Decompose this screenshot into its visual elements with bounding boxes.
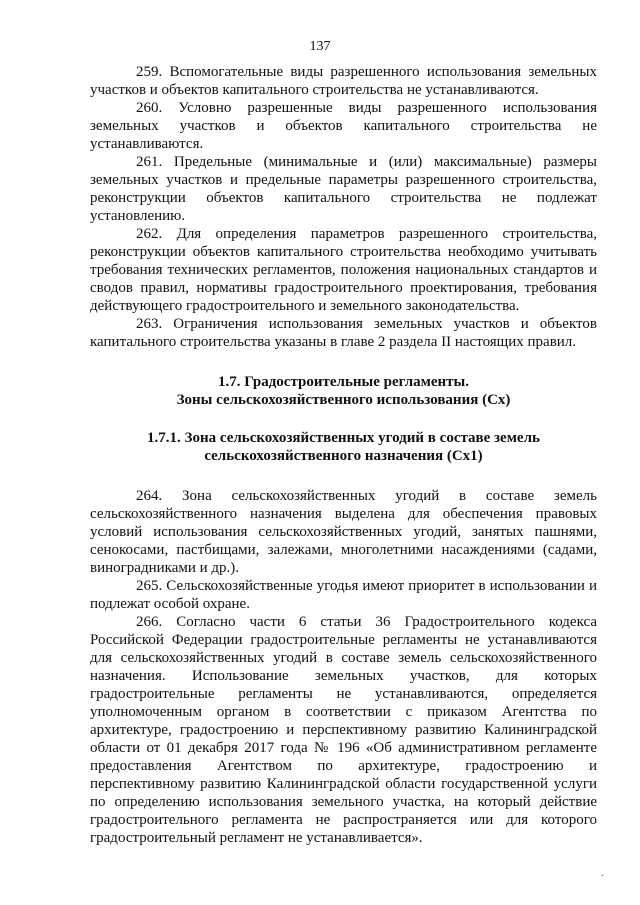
paragraph-259: 259. Вспомогательные виды разрешенного использования земельных участков и объектов капитального строительства не устанавливаются.	[90, 64, 597, 98]
paragraph-260: 260. Условно разрешенные виды разрешенного использования земельных участков и объектов капитального строительства не устанавливаются.	[90, 100, 597, 152]
paragraph-263: 263. Ограничения использования земельных участков и объектов капитального строительства указаны в главе 2 раздела II настоящих правил.	[90, 316, 597, 350]
page-number: 137	[309, 39, 331, 54]
section-heading	[90, 373, 597, 409]
subsection-heading	[90, 429, 597, 465]
section-heading-line-2: Зоны сельскохозяйственного использования (Сх)	[176, 392, 511, 408]
paragraph-266: 266. Согласно части 6 статьи 36 Градостроительного кодекса Российской Федерации градостроительные регламенты не устанавливаются для сельскохозяйственных угодий в составе земель сельскохозяйственного назначения. Использование земельных участков, для которых градостроительные регламенты не устанавливаются, определяется уполномоченным органом в соответствии с приказом Агентства по архитектуре, градостроению и перспективному развитию Калининградской области от 01 декабря 2017 года № 196 «Об административном регламенте предоставления Агентством по архитектуре, градостроению и перспективному развитию Калининградской области государственной услуги по определению использования земельного участка, на который действие градостроительного регламента не распространяется или для которого градостроительный регламент не устанавливается».	[90, 614, 597, 846]
paragraph-264: 264. Зона сельскохозяйственных угодий в составе земель сельскохозяйственного назначения выделена для обеспечения правовых условий использования сельскохозяйственных угодий, занятых пашнями, сенокосами, пастбищами, залежами, многолетними насаждениями (садами, виноградниками и др.).	[90, 488, 597, 576]
paragraph-265: 265. Сельскохозяйственные угодья имеют приоритет в использовании и подлежат особой охране.	[90, 578, 597, 612]
subsection-heading-line-1: 1.7.1. Зона сельскохозяйственных угодий в составе земель	[147, 430, 540, 446]
subsection-heading-line-2: сельскохозяйственного назначения (Сх1)	[204, 448, 483, 464]
corner-mark: ·	[600, 871, 604, 882]
paragraph-261: 261. Предельные (минимальные и (или) максимальные) размеры земельных участков и предельные параметры разрешенного строительства, реконструкции объектов капитального строительства не подлежат установлению.	[90, 154, 597, 224]
section-heading-line-1: 1.7. Градостроительные регламенты.	[218, 374, 469, 390]
paragraph-262: 262. Для определения параметров разрешенного строительства, реконструкции объектов капитального строительства необходимо учитывать требования технических регламентов, положения национальных стандартов и сводов правил, нормативы градостроительного проектирования, требования действующего градостроительного и земельного законодательства.	[90, 226, 597, 314]
page-content	[90, 63, 597, 847]
